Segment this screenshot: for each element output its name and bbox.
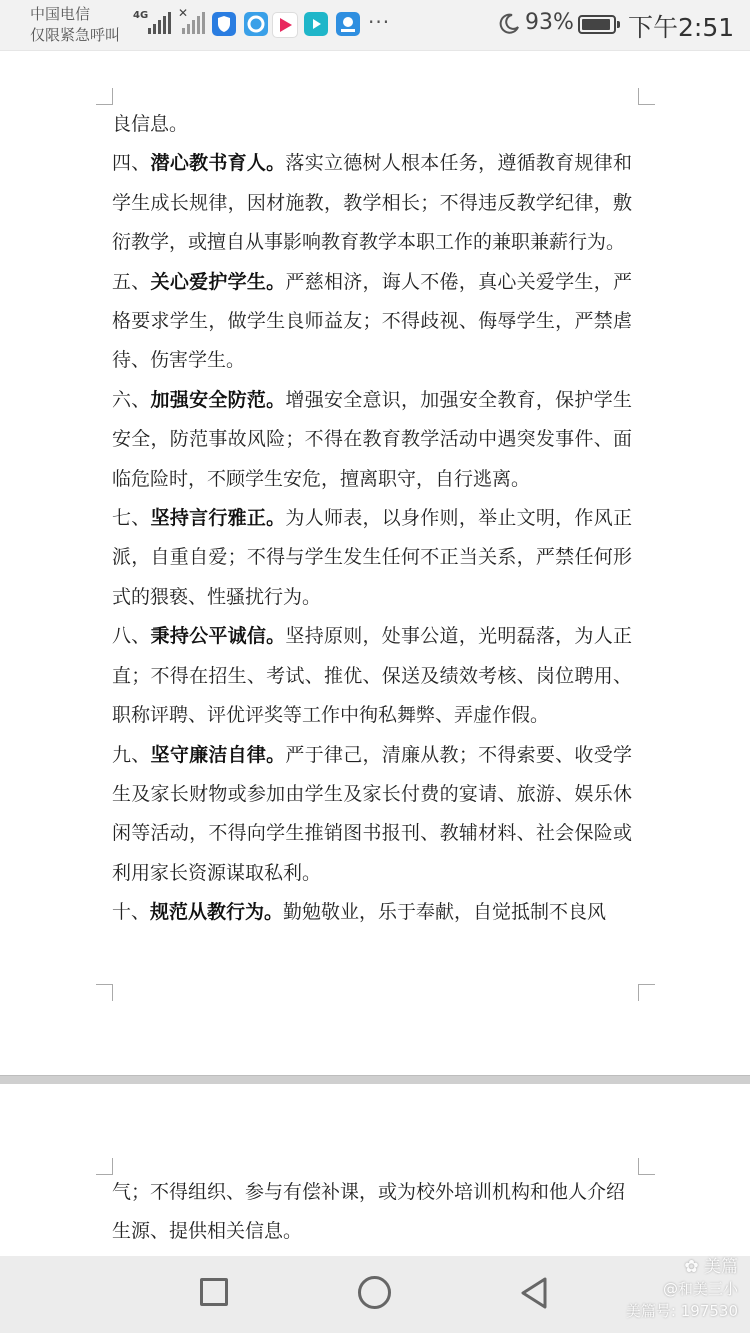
document-page-2 <box>112 1173 632 1252</box>
carrier-name: 中国电信 <box>30 5 91 23</box>
page-separator <box>0 1075 750 1084</box>
emergency-only-label: 仅限紧急呼叫 <box>30 26 121 44</box>
more-notifications-icon: ··· <box>368 10 391 34</box>
do-not-disturb-moon-icon <box>497 12 521 36</box>
article-title: 秉持公平诚信。 <box>150 625 286 648</box>
page-corner-mark <box>638 88 655 105</box>
battery-icon <box>578 15 616 34</box>
page-corner-mark <box>96 1158 113 1175</box>
status-time: 下午2:51 <box>628 13 735 42</box>
overview-square-button[interactable] <box>200 1278 228 1306</box>
watermark-account: 美篇号: 197530 <box>625 1302 738 1320</box>
battery-percent: 93% <box>525 10 574 35</box>
back-triangle-button[interactable] <box>518 1276 550 1310</box>
signal-icon <box>148 12 171 34</box>
security-app-icon <box>212 12 236 36</box>
article-title: 规范从教行为。 <box>150 901 284 924</box>
battery-fill <box>582 19 610 30</box>
video-player-app-icon <box>304 12 328 36</box>
document-page-1 <box>112 105 632 933</box>
watermark-brand: ✿ 美篇 <box>684 1257 738 1277</box>
page-corner-mark <box>96 984 113 1001</box>
browser-app-icon <box>244 12 268 36</box>
article-title: 潜心教书育人。 <box>150 152 286 175</box>
article-item-10: 十、规范从教行为。勤勉敬业，乐于奉献，自觉抵制不良风 <box>112 901 607 924</box>
page-corner-mark <box>638 1158 655 1175</box>
watermark-author: @和美三小 <box>662 1280 738 1298</box>
article-title: 关心爱护学生。 <box>150 270 286 293</box>
status-bar <box>0 0 750 51</box>
article-title: 加强安全防范。 <box>150 388 286 411</box>
meipian-watermark <box>626 1256 738 1322</box>
page-corner-mark <box>96 88 113 105</box>
page-corner-mark <box>638 984 655 1001</box>
article-title: 坚守廉洁自律。 <box>150 743 286 766</box>
carrier-info <box>30 4 120 46</box>
continuation-text: 气；不得组织、参与有偿补课，或为校外培训机构和他人介绍生源、提供相关信息。 <box>112 1181 626 1243</box>
signal-icon-sim2 <box>182 12 205 34</box>
network-type: 4G <box>133 10 149 21</box>
article-item-8: 八、秉持公平诚信。坚持原则，处事公道，光明磊落，为人正直；不得在招生、考试、推优、保送及绩效考核、岗位聘用、职称评聘、评优评奖等工作中徇私舞弊、弄虚作假。 <box>112 625 632 727</box>
article-item-4: 四、潜心教书育人。落实立德树人根本任务，遵循教育规律和学生成长规律，因材施教，教学相长；不得违反教学纪律，敷衍教学，或擅自从事影响教育教学本职工作的兼职兼薪行为。 <box>112 152 632 254</box>
article-item-7: 七、坚持言行雅正。为人师表，以身作则，举止文明，作风正派，自重自爱；不得与学生发生任何不正当关系，严禁任何形式的猥亵、性骚扰行为。 <box>112 507 632 608</box>
lead-text: 良信息。 <box>112 113 189 135</box>
no-signal-mark-icon: ✕ <box>178 6 189 20</box>
article-item-9: 九、坚守廉洁自律。严于律己，清廉从教；不得索要、收受学生及家长财物或参加由学生及家长付费的宴请、旅游、娱乐休闲等活动，不得向学生推销图书报刊、教辅材料、社会保险或利用家长资源谋取私利。 <box>112 743 632 884</box>
home-circle-button[interactable] <box>358 1276 391 1309</box>
article-item-6: 六、加强安全防范。增强安全意识，加强安全教育，保护学生安全，防范事故风险；不得在教育教学活动中遇突发事件、面临危险时，不顾学生安危，擅离职守，自行逃离。 <box>112 388 632 490</box>
article-item-5: 五、关心爱护学生。严慈相济，诲人不倦，真心关爱学生，严格要求学生，做学生良师益友；不得歧视、侮辱学生，严禁虐待、伤害学生。 <box>112 270 632 372</box>
video-app-icon <box>272 12 298 38</box>
article-title: 坚持言行雅正。 <box>150 507 286 530</box>
news-app-icon <box>336 12 360 36</box>
